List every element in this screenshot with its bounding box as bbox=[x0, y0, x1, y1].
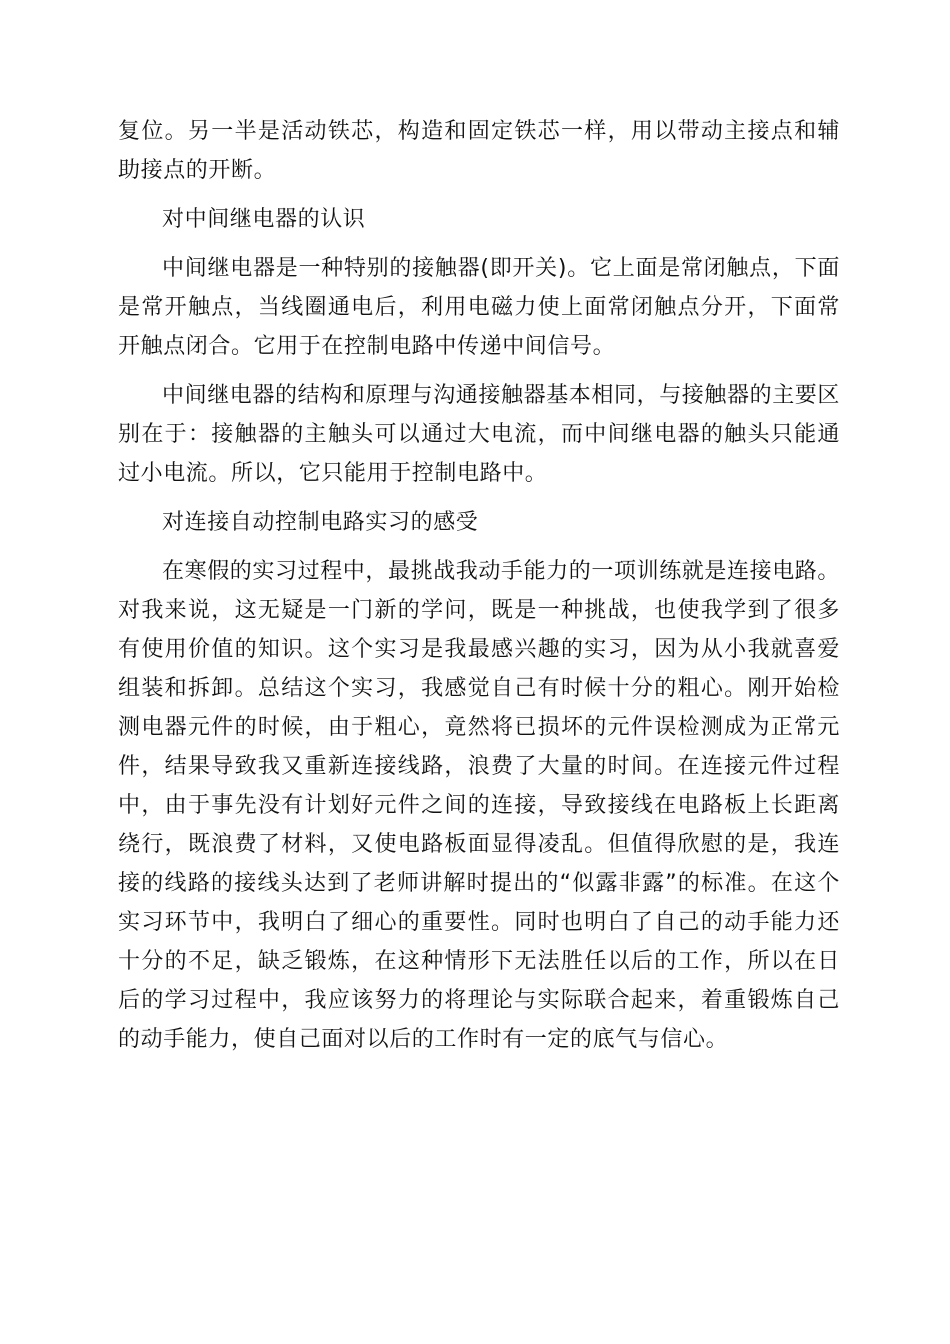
section-heading-intermediate-relay: 对中间继电器的认识 bbox=[162, 207, 366, 232]
paragraph-internship-reflection: 在寒假的实习过程中，最挑战我动手能力的一项训练就是连接电路。对我来说，这无疑是一门新的学问，既是一种挑战，也使我学到了很多有使用价值的知识。这个实习是我最感兴趣的实习，因为从小我就喜爱组装和拆卸。总结这个实习，我感觉自己有时候十分的粗心。刚开始检测电器元件的时候，由于粗心，竟然将已损坏的元件误检测成为正常元件，结果导致我又重新连接线路，浪费了大量的时间。在连接元件过程中，由于事先没有计划好元件之间的连接，导致接线在电路板上长距离绕行，既浪费了材料，又使电路板面显得凌乱。但值得欣慰的是，我连接的线路的接线头达到了老师讲解时提出的“似露非露”的标准。在这个实习环节中，我明白了细心的重要性。同时也明白了自己的动手能力还十分的不足，缺乏锻炼，在这种情形下无法胜任以后的工作，所以在日后的学习过程中，我应该努力的将理论与实际联合起来，着重锻炼自己的动手能力，使自己面对以后的工作时有一定的底气与信心。 bbox=[118, 559, 841, 1052]
paragraph-relay-comparison: 中间继电器的结构和原理与沟通接触器基本相同，与接触器的主要区别在于：接触器的主触头可以通过大电流，而中间继电器的触头只能通过小电流。所以，它只能用于控制电路中。 bbox=[118, 383, 841, 486]
paragraph-relay-description: 中间继电器是一种特别的接触器(即开关)。它上面是常闭触点，下面是常开触点，当线圈通电后，利用电磁力使上面常闭触点分开，下面常开触点闭合。它用于在控制电路中传递中间信号。 bbox=[118, 256, 840, 359]
document-body bbox=[118, 112, 840, 1069]
section-heading-internship-reflection: 对连接自动控制电路实习的感受 bbox=[162, 510, 479, 535]
paragraph-continuation: 复位。另一半是活动铁芯，构造和固定铁芯一样，用以带动主接点和辅助接点的开断。 bbox=[118, 119, 840, 183]
